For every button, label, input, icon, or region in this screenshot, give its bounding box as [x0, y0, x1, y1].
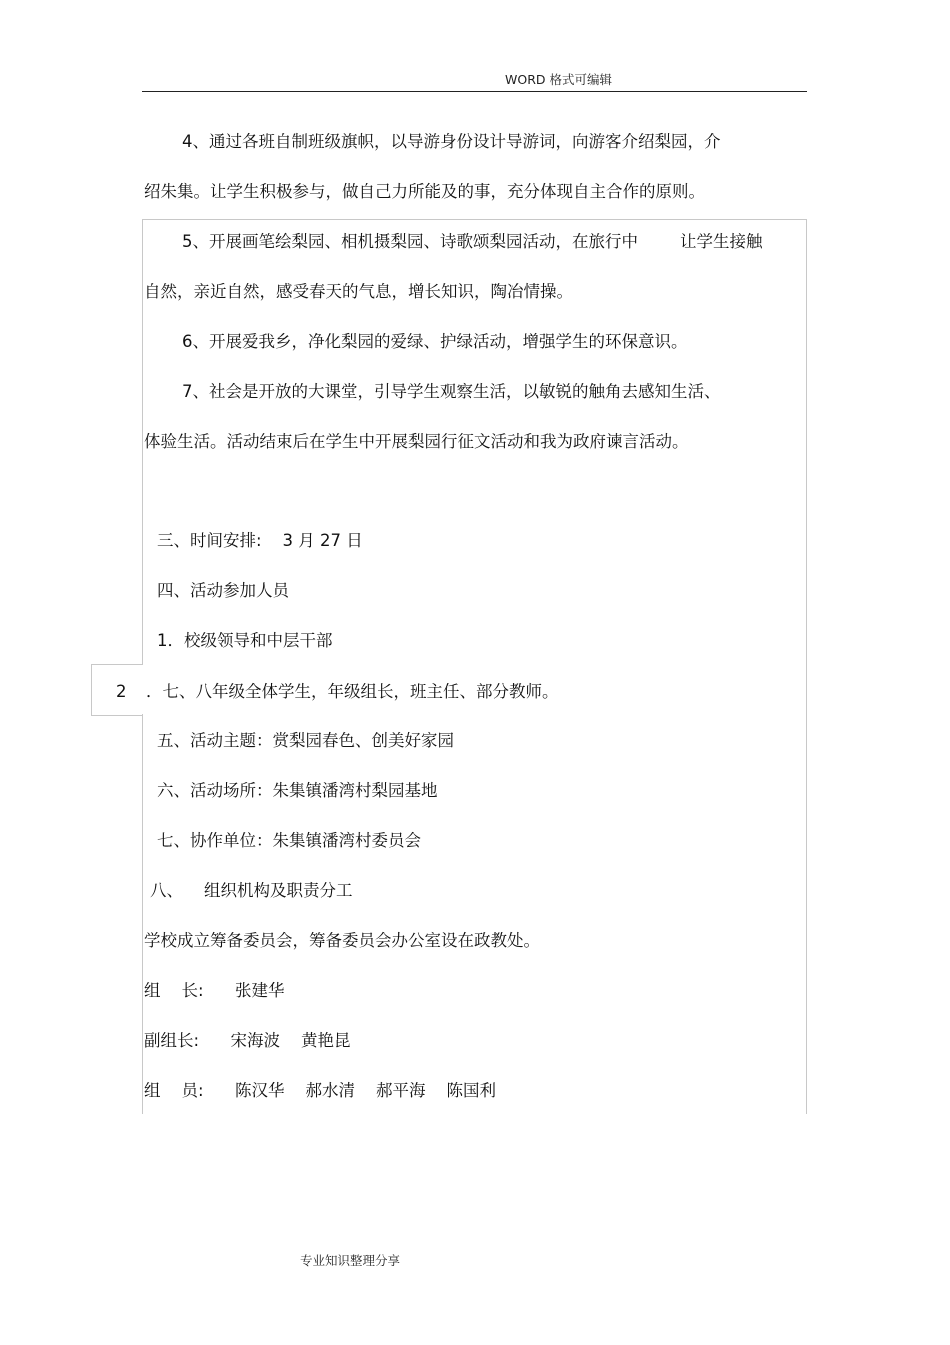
section-heading: 七、协作单位：朱集镇潘湾村委员会	[157, 831, 421, 850]
list-item: 1．校级领导和中层干部	[157, 631, 333, 650]
section-heading: 四、活动参加人员	[157, 581, 289, 600]
paragraph-line: 4、通过各班自制班级旗帜，以导游身份设计导游词，向游客介绍梨园，介	[182, 132, 721, 151]
section-heading: 八、 组织机构及职责分工	[150, 881, 353, 900]
member-line: 副组长: 宋海波 黄艳昆	[144, 1031, 351, 1050]
table-border-right	[806, 219, 807, 1114]
header-rule	[142, 91, 807, 92]
paragraph-line: 7、社会是开放的大课堂，引导学生观察生活，以敏锐的触角去感知生活、	[182, 382, 721, 401]
section-heading: 六、活动场所：朱集镇潘湾村梨园基地	[157, 781, 438, 800]
member-line: 组 员: 陈汉华 郝水清 郝平海 陈国利	[144, 1081, 496, 1100]
page-header: WORD 格式可编辑	[505, 72, 612, 87]
table-border-left	[142, 714, 143, 1114]
section-heading: 五、活动主题：赏梨园春色、创美好家园	[157, 731, 454, 750]
paragraph-line: 6、开展爱我乡，净化梨园的爱绿、护绿活动，增强学生的环保意识。	[182, 332, 688, 351]
paragraph-line: 5、开展画笔绘梨园、相机摄梨园、诗歌颂梨园活动，在旅行中 让学生接触	[182, 232, 763, 251]
paragraph-line: 学校成立筹备委员会，筹备委员会办公室设在政教处。	[144, 931, 540, 950]
member-line: 组 长: 张建华	[144, 981, 285, 1000]
list-number: 2	[116, 682, 127, 701]
section-heading: 三、时间安排: 3 月 27 日	[157, 531, 363, 550]
table-border-top	[142, 219, 806, 220]
paragraph-line: 绍朱集。让学生积极参与，做自己力所能及的事，充分体现自主合作的原则。	[144, 182, 705, 201]
page-footer: 专业知识整理分享	[300, 1253, 401, 1268]
list-item: ．七、八年级全体学生，年级组长，班主任、部分教师。	[146, 682, 559, 701]
table-border-left	[142, 219, 143, 664]
paragraph-line: 自然，亲近自然，感受春天的气息，增长知识，陶冶情操。	[144, 282, 573, 301]
paragraph-line: 体验生活。活动结束后在学生中开展梨园行征文活动和我为政府谏言活动。	[144, 432, 689, 451]
